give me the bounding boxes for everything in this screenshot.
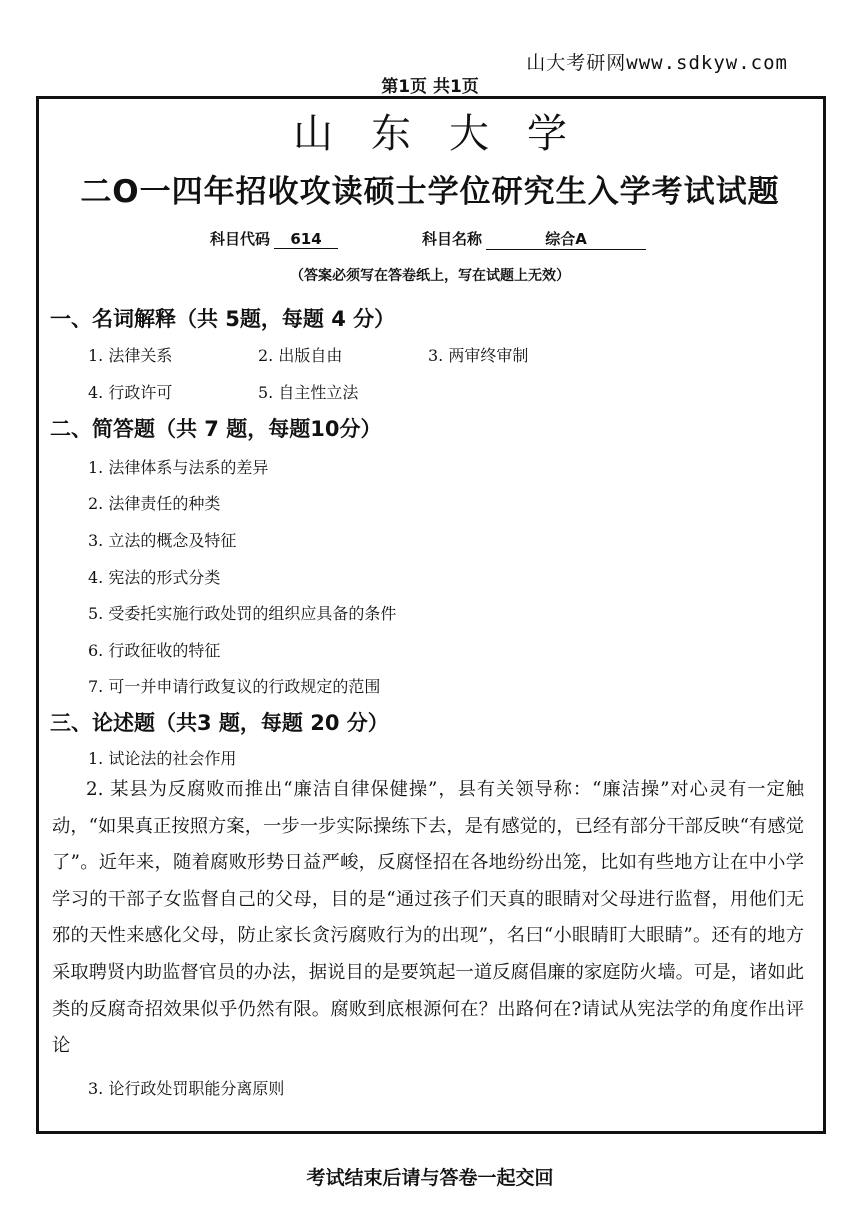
subject-name: 综合A	[486, 228, 646, 250]
term-item: 3. 两审终审制	[428, 346, 529, 365]
essay-item-case-text: 2. 某县为反腐败而推出“廉洁自律保健操”，县有关领导称：“廉洁操”对心灵有一定触动，“如果真正按照方案，一步一步实际操练下去，是有感觉的，已经有部分干部反映“有感觉了”。近年来，随着腐败形势日益严峻，反腐怪招在各地纷纷出笼，比如有些地方让在中小学学习的干部子女监督自己的父母，目的是“通过孩子们天真的眼睛对父母进行监督，用他们无邪的天性来感化父母，防止家长贪污腐败行为的出现”，名曰“小眼睛盯大眼睛”。还有的地方采取聘贤内助监督官员的办法，据说目的是要筑起一道反腐倡廉的家庭防火墙。可是，诸如此类的反腐奇招效果似乎仍然有限。腐败到底根源何在？出路何在?请试从宪法学的角度作出评论	[52, 779, 804, 1057]
subject-line	[0, 228, 860, 250]
exam-title: 二O一四年招收攻读硕士学位研究生入学考试试题	[80, 174, 780, 210]
subject-name-label: 科目名称	[422, 230, 483, 248]
essay-item: 1. 试论法的社会作用	[88, 749, 237, 768]
term-item: 5. 自主性立法	[258, 383, 359, 402]
short-answer-item: 7. 可一并申请行政复议的行政规定的范围	[88, 677, 381, 696]
short-answer-item: 5. 受委托实施行政处罚的组织应具备的条件	[88, 604, 397, 623]
footer-note: 考试结束后请与答卷一起交回	[306, 1167, 554, 1189]
university-name: 山东大学	[293, 111, 605, 157]
term-item: 1. 法律关系	[88, 346, 173, 365]
subject-code: 614	[274, 230, 338, 249]
answer-note: （答案必须写在答卷纸上，写在试题上无效）	[290, 268, 570, 284]
section-1-heading: 一、名词解释（共 5题，每题 4 分）	[50, 307, 396, 331]
short-answer-item: 6. 行政征收的特征	[88, 641, 221, 660]
essay-item: 3. 论行政处罚职能分离原则	[88, 1079, 285, 1098]
short-answer-item: 2. 法律责任的种类	[88, 494, 221, 513]
term-item: 2. 出版自由	[258, 346, 343, 365]
watermark: 山大考研网www.sdkyw.com	[526, 52, 788, 74]
section-3-heading: 三、论述题（共3 题，每题 20 分）	[50, 711, 389, 735]
section-2-heading: 二、简答题（共 7 题，每题10分）	[50, 417, 382, 441]
short-answer-item: 1. 法律体系与法系的差异	[88, 458, 269, 477]
short-answer-item: 4. 宪法的形式分类	[88, 568, 221, 587]
term-item: 4. 行政许可	[88, 383, 173, 402]
page-number: 第1页 共1页	[381, 77, 479, 97]
short-answer-item: 3. 立法的概念及特征	[88, 531, 237, 550]
subject-code-label: 科目代码	[209, 230, 270, 248]
